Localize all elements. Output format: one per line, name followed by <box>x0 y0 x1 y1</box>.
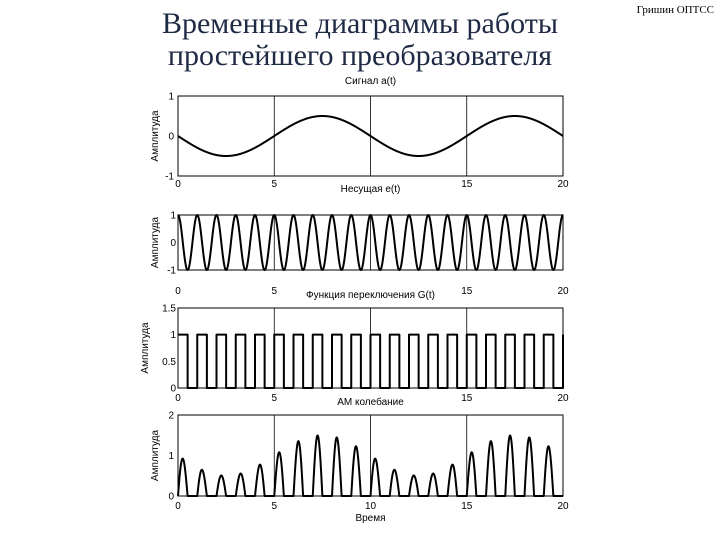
y-axis-label: Амплитуда <box>150 216 161 269</box>
x-axis-label: Время <box>355 513 386 524</box>
y-tick-label: -1 <box>165 171 174 183</box>
y-tick-label: 1 <box>170 210 176 222</box>
chart-panel-1 <box>150 76 569 190</box>
y-axis-label: Амплитуда <box>150 429 161 482</box>
x-tick-label: 15 <box>461 286 473 297</box>
y-tick-label: 1 <box>168 451 174 462</box>
y-tick-label: 1 <box>170 330 176 342</box>
x-tick-label: 5 <box>271 179 278 190</box>
chart-title: АМ колебание <box>337 397 404 408</box>
x-tick-label: 5 <box>271 501 278 512</box>
x-tick-label: 15 <box>461 501 473 512</box>
x-tick-label: 0 <box>175 393 181 404</box>
y-tick-label: 0 <box>170 238 176 249</box>
chart-panel-3 <box>140 290 569 404</box>
y-axis-label: Амплитуда <box>150 110 161 162</box>
x-tick-label: 15 <box>461 179 473 190</box>
y-tick-label: 1 <box>168 91 174 103</box>
x-tick-label: 20 <box>557 179 569 190</box>
slide-title: Временные диаграммы работы простейшего преобразователя <box>161 7 559 72</box>
x-tick-label: 15 <box>461 393 473 404</box>
x-tick-label: 0 <box>175 501 181 512</box>
x-tick-label: 10 <box>364 501 377 512</box>
x-tick-label: 20 <box>557 393 569 404</box>
author-label: Гришин ОПТСС <box>636 4 714 16</box>
chart-title: Сигнал a(t) <box>344 76 397 87</box>
y-axis-label: Амплитуда <box>140 322 151 374</box>
y-tick-label: 0 <box>170 383 176 395</box>
chart-panel-2 <box>150 184 569 297</box>
x-tick-label: 0 <box>175 286 181 297</box>
chart-panel-4 <box>150 396 569 524</box>
chart-title: Функция переключения G(t) <box>306 290 435 301</box>
y-tick-label: 2 <box>168 410 174 422</box>
chart-title: Несущая e(t) <box>340 184 401 195</box>
y-tick-label: 1.5 <box>162 303 176 315</box>
y-tick-label: 0 <box>168 491 174 503</box>
y-tick-label: 0.5 <box>162 356 176 368</box>
x-tick-label: 0 <box>175 179 181 190</box>
y-tick-label: -1 <box>167 265 176 277</box>
y-tick-label: 0 <box>168 131 174 143</box>
x-tick-label: 20 <box>557 501 569 512</box>
series-line <box>178 335 563 388</box>
x-tick-label: 20 <box>557 286 569 297</box>
x-tick-label: 5 <box>271 393 278 404</box>
x-tick-label: 5 <box>271 286 278 297</box>
